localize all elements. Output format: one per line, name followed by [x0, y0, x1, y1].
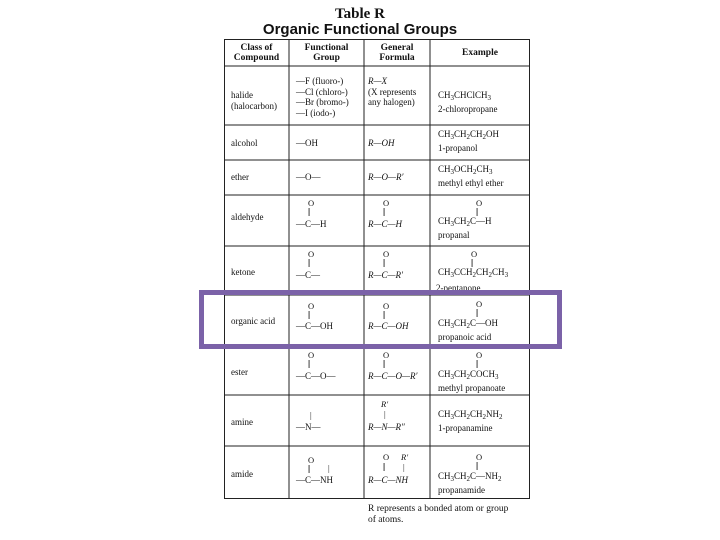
row-ester-group: —C—O— [296, 371, 336, 381]
row-amine-formula: R—N—R″ [368, 422, 405, 432]
row-ketone-formula: R—C—R′ [368, 270, 403, 280]
table-subtitle: Organic Functional Groups [262, 21, 458, 38]
ester-example-oxygen: O [476, 350, 483, 360]
row-alcohol-formula: R—OH [368, 138, 395, 148]
row-aldehyde-example: $CH_3CH_2C—H$ propanal [438, 216, 492, 240]
row-aldehyde-class: aldehyde [231, 212, 264, 222]
row-ketone-class: ketone [231, 267, 255, 277]
ketone-example-name-partial: 2-pentanone [436, 283, 481, 293]
ketone-group-oxygen: O [308, 249, 315, 259]
amine-formula-bond: | [384, 409, 386, 419]
amide-example-double-bond: || [476, 460, 478, 470]
table-title: Table R [335, 6, 385, 22]
ester-formula-oxygen: O [383, 350, 390, 360]
row-ether-example: $CH_3OCH_2CH_3$ methyl ethyl ether [438, 164, 504, 188]
footnote: R represents a bonded atom or group of atoms. [368, 504, 509, 525]
amide-formula-oxygen: O [383, 452, 390, 462]
row-alcohol-example: $CH_3CH_2CH_2OH$ 1-propanol [438, 129, 500, 153]
row-ether-group: —O— [296, 172, 321, 182]
aldehyde-group-oxygen: O [308, 198, 315, 208]
row-aldehyde-group: —C—H [296, 219, 327, 229]
header-example: Example [462, 48, 498, 58]
amide-example-oxygen: O [476, 452, 483, 462]
row-organic-acid-formula: R—C—OH [368, 321, 409, 331]
ketone-formula-oxygen: O [383, 249, 390, 259]
aldehyde-group-double-bond: || [308, 206, 310, 216]
row-amide-class: amide [231, 469, 253, 479]
row-organic-acid-class: organic acid [231, 316, 276, 326]
acid-example-double-bond: || [476, 307, 478, 317]
row-ether-formula: R—O—R′ [368, 172, 404, 182]
row-amide-formula: R—C—NH [368, 475, 409, 485]
row-amide-example: $CH_3CH_2C—NH_2$ propanamide [438, 471, 502, 495]
ketone-example-double-bond: || [471, 257, 473, 267]
header-functional-group: Functional Group [304, 43, 349, 63]
acid-group-double-bond: || [308, 309, 310, 319]
ester-example-double-bond: || [476, 358, 478, 368]
header-class: Class of Compound [233, 43, 280, 63]
row-halide-example: $CH_3CHClCH_3$ 2-chloropropane [438, 90, 498, 114]
functional-groups-table [224, 39, 530, 499]
aldehyde-formula-oxygen: O [383, 198, 390, 208]
row-organic-acid-example: $CH_3CH_2C—OH$ propanoic acid [438, 318, 499, 342]
row-ether-class: ether [231, 172, 249, 182]
row-aldehyde-formula: R—C—H [368, 219, 403, 229]
row-amine-example: $CH_3CH_2CH_2NH_2$ 1-propanamine [438, 409, 503, 433]
row-ester-example: $CH_3CH_2COCH_3$ methyl propanoate [438, 369, 506, 393]
ester-group-double-bond: || [308, 358, 310, 368]
amine-group-bond: | [310, 410, 312, 420]
aldehyde-formula-double-bond: || [383, 206, 385, 216]
row-ketone-group: —C— [296, 270, 321, 280]
aldehyde-example-double-bond: || [476, 206, 478, 216]
row-alcohol-group: —OH [296, 138, 318, 148]
amine-formula-r-prime: R′ [381, 399, 389, 409]
amide-group-bond: | [328, 463, 330, 473]
row-ketone-example: $CH_3CCH_2CH_2CH_3$ [438, 267, 509, 279]
row-amine-group: —N— [296, 422, 321, 432]
row-amine-class: amine [231, 417, 253, 427]
row-halide-formula: R—X (X represents any halogen) [368, 76, 417, 107]
header-general-formula: General Formula [379, 43, 415, 63]
ketone-formula-double-bond: || [383, 257, 385, 267]
row-organic-acid-group: —C—OH [296, 321, 334, 331]
amide-group-oxygen: O [308, 455, 315, 465]
acid-formula-double-bond: || [383, 309, 385, 319]
amide-formula-r-prime: R′ [401, 452, 409, 462]
acid-group-oxygen: O [308, 301, 315, 311]
ketone-group-double-bond: || [308, 257, 310, 267]
amide-group-double-bond: || [308, 463, 310, 473]
highlight-box-organic-acid [199, 290, 562, 349]
amide-formula-double-bond: || [383, 461, 385, 471]
aldehyde-example-oxygen: O [476, 198, 483, 208]
row-ester-formula: R—C—O—R′ [368, 371, 418, 381]
row-halide-group: —F (fluoro-) —Cl (chloro-) —Br (bromo-) —I (iodo-) [296, 76, 349, 118]
amide-formula-bond: | [403, 462, 405, 472]
acid-formula-oxygen: O [383, 301, 390, 311]
row-amide-group: —C—NH [296, 475, 334, 485]
row-alcohol-class: alcohol [231, 138, 258, 148]
row-ester-class: ester [231, 367, 248, 377]
acid-example-oxygen: O [476, 299, 483, 309]
ketone-example-oxygen: O [471, 249, 478, 259]
row-halide-class: halide (halocarbon) [231, 90, 277, 111]
ester-formula-double-bond: || [383, 358, 385, 368]
ester-group-oxygen: O [308, 350, 315, 360]
